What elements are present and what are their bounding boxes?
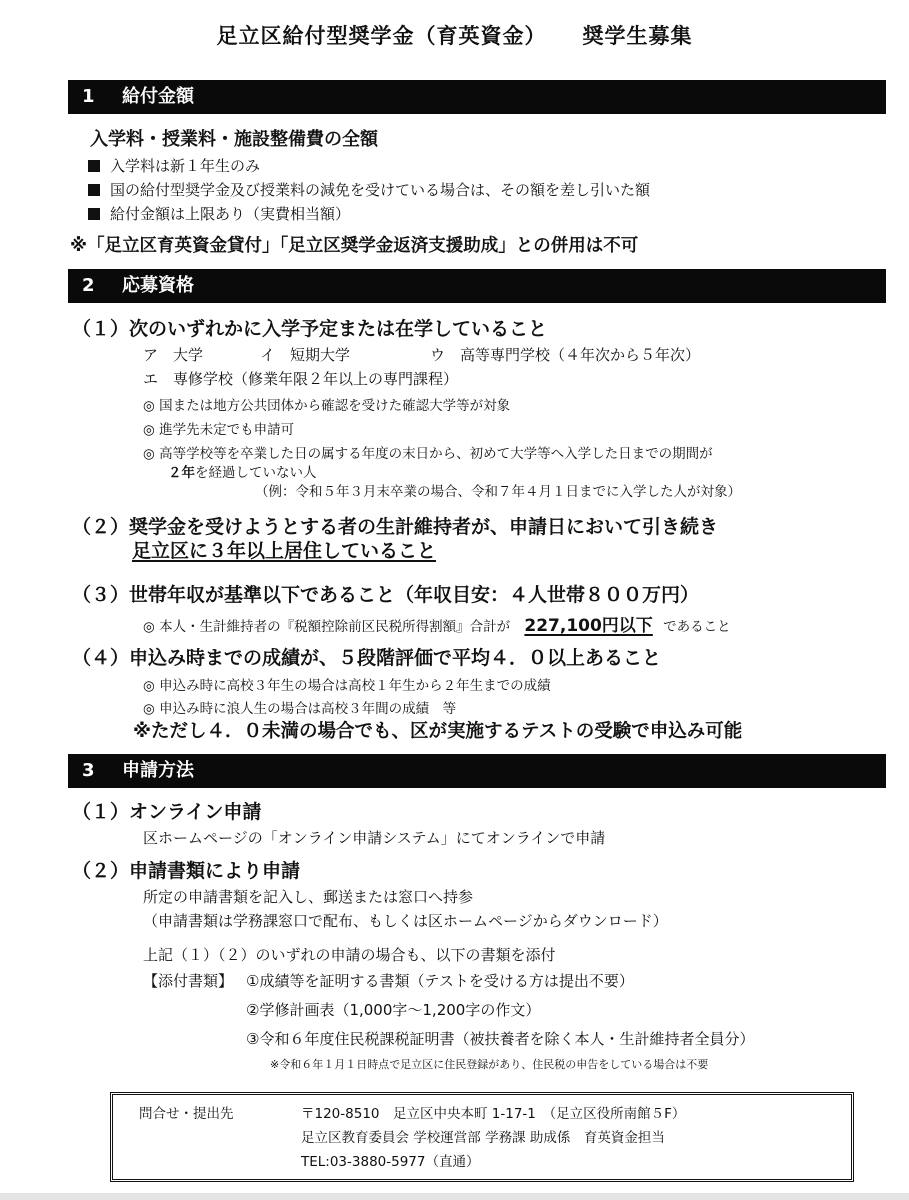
square-bullet-icon xyxy=(88,208,100,220)
attachment-footnote: ※令和６年１月１日時点で足立区に住民登録があり、住民税の申告をしている場合は不要 xyxy=(270,1058,709,1071)
note-item: ◎ 高等学校等を卒業した日の属する年度の末日から、初めて大学等へ入学した日までの期間が xyxy=(143,446,713,462)
section1-note: ※「足立区育英資金貸付」「足立区奨学金返済支援助成」との併用は不可 xyxy=(70,236,639,256)
attachment-item: ②学修計画表（1,000字～1,200字の作文） xyxy=(246,1001,541,1019)
school-type: ア 大学 xyxy=(143,346,204,364)
school-type: ウ 高等専門学校（４年次から５年次） xyxy=(430,346,701,364)
attachment-item: ①成績等を証明する書類（テストを受ける方は提出不要） xyxy=(246,972,634,990)
section-number: 3 xyxy=(82,760,95,781)
square-bullet-icon xyxy=(88,160,100,172)
paper-text: （申請書類は学務課窓口で配布、もしくは区ホームページからダウンロード） xyxy=(143,912,668,930)
note-item: ◎ 進学先未定でも申請可 xyxy=(143,422,295,438)
contact-office: 足立区教育委員会 学校運営部 学務課 助成係 育英資金担当 xyxy=(301,1130,665,1146)
note-item: ◎ 申込み時に高校３年生の場合は高校１年生から２年生までの成績 xyxy=(143,678,551,694)
online-text: 区ホームページの「オンライン申請システム」にてオンラインで申請 xyxy=(143,829,606,847)
bullet-item: 国の給付型奨学金及び授業料の減免を受けている場合は、その額を差し引いた額 xyxy=(88,179,650,200)
item3-heading: （３）世帯年収が基準以下であること（年収目安：４人世帯８００万円） xyxy=(72,584,700,606)
item4-note: ※ただし４．０未満の場合でも、区が実施するテストの受験で申込み可能 xyxy=(133,721,743,742)
section-number: 2 xyxy=(82,275,95,296)
item1-heading: （１）次のいずれかに入学予定または在学していること xyxy=(72,318,548,340)
section-label: 応募資格 xyxy=(122,275,194,296)
example-note: （例：令和５年３月末卒業の場合、令和７年４月１日までに入学した人が対象） xyxy=(255,484,741,500)
attach-intro: 上記（１）（２）のいずれの申請の場合も、以下の書類を添付 xyxy=(143,946,556,964)
title-main: 足立区給付型奨学金（育英資金） xyxy=(216,24,547,48)
attachment-item: ③令和６年度住民税課税証明書（被扶養者を除く本人・生計維持者全員分） xyxy=(246,1030,755,1048)
attach-label: 【添付書類】 xyxy=(143,972,234,990)
school-type: イ 短期大学 xyxy=(260,346,351,364)
item4-heading: （４）申込み時までの成績が、５段階評価で平均４．０以上あること xyxy=(72,647,662,669)
section-label: 給付金額 xyxy=(122,86,194,107)
section-label: 申請方法 xyxy=(122,760,194,781)
note-item: ◎ 国または地方公共団体から確認を受けた確認大学等が対象 xyxy=(143,398,511,414)
income-note: ◎ 本人・生計維持者の『税額控除前区民税所得割額』合計が 227,100円以下 であること xyxy=(143,616,731,636)
square-bullet-icon xyxy=(88,184,100,196)
title-sub: 奨学生募集 xyxy=(582,24,693,48)
section-header-1 xyxy=(68,80,886,114)
item2-heading-underlined: 足立区に３年以上居住していること xyxy=(132,540,437,562)
paper-heading: （２）申請書類により申請 xyxy=(72,860,301,882)
contact-address: 〒120-8510 足立区中央本町 1-17-1 （足立区役所南館５F） xyxy=(301,1106,686,1122)
section-number: 1 xyxy=(82,86,95,107)
page-title xyxy=(0,20,909,50)
contact-box xyxy=(110,1092,854,1182)
bullet-item: 入学料は新１年生のみ xyxy=(88,155,260,176)
income-limit: 227,100円以下 xyxy=(524,616,653,636)
note-item: ◎ 申込み時に浪人生の場合は高校３年間の成績 等 xyxy=(143,701,457,717)
bullet-item: 給付金額は上限あり（実費相当額） xyxy=(88,203,350,224)
contact-label: 問合せ・提出先 xyxy=(139,1106,234,1122)
contact-phone: TEL:03-3880-5977（直通） xyxy=(301,1154,480,1170)
paper-text: 所定の申請書類を記入し、郵送または窓口へ持参 xyxy=(143,888,474,906)
section1-heading: 入学料・授業料・施設整備費の全額 xyxy=(90,129,378,150)
page-bottom-edge xyxy=(0,1193,909,1200)
item2-heading: （２）奨学金を受けようとする者の生計維持者が、申請日において引き続き xyxy=(72,516,719,538)
section-header-3 xyxy=(68,754,886,788)
school-type: エ 専修学校（修業年限２年以上の専門課程） xyxy=(143,370,459,388)
note-continuation: ２年を経過していない人 xyxy=(168,465,317,481)
section-header-2 xyxy=(68,269,886,303)
online-heading: （１）オンライン申請 xyxy=(72,801,262,823)
